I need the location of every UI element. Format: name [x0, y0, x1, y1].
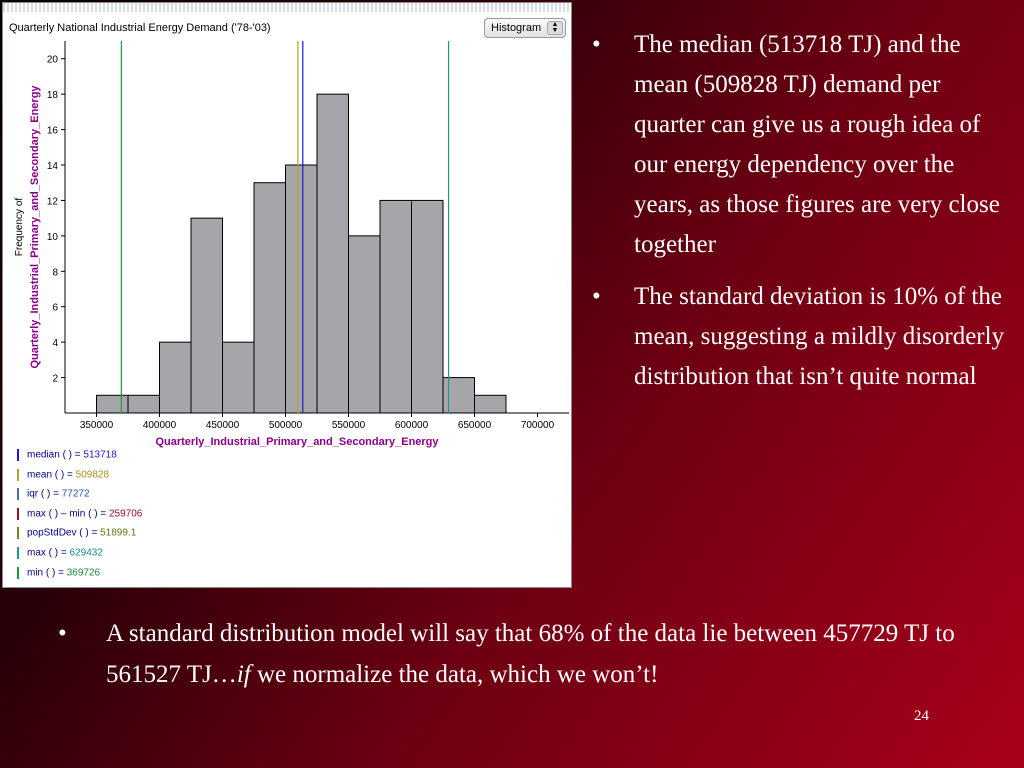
- histogram-bar: [349, 236, 381, 413]
- histogram-panel: [2, 2, 572, 588]
- bullet-marker: •: [58, 620, 67, 647]
- legend-label: median ( ): [27, 449, 73, 461]
- x-axis-label: Quarterly_Industrial_Primary_and_Secondary_Energy: [155, 436, 439, 448]
- legend-row: [17, 449, 117, 463]
- legend-label: max ( ) – min ( ): [27, 508, 98, 520]
- chart-title: Quarterly National Industrial Energy Demand ('78-'03): [9, 22, 271, 34]
- legend-value: 369726: [66, 567, 101, 579]
- page-number: 24: [914, 708, 929, 724]
- legend-row: [17, 469, 109, 483]
- histogram-bar: [160, 342, 192, 413]
- legend-value: 51899.1: [100, 528, 137, 540]
- x-tick-label: 400000: [142, 420, 177, 431]
- legend-row: [17, 547, 103, 561]
- bullet-std-dev: [588, 277, 1008, 397]
- legend-color-marker: [17, 547, 19, 559]
- histogram-bar: [223, 342, 255, 413]
- legend-equals: =: [50, 488, 62, 500]
- y-tick-label: 10: [46, 231, 58, 243]
- bullet-marker: •: [592, 31, 601, 58]
- legend-label: min ( ): [27, 567, 56, 579]
- y-tick-label: 2: [52, 373, 58, 385]
- x-tick-label: 550000: [331, 420, 366, 431]
- legend-row: [17, 488, 90, 502]
- legend-color-marker: [17, 527, 19, 539]
- bullet-text: The standard deviation is 10% of the mean, suggesting a mildly disorderly distribution that isn’t quite normal: [634, 283, 1005, 390]
- legend-equals: =: [88, 528, 101, 540]
- legend-value: 259706: [108, 508, 143, 520]
- legend-color-marker: [17, 567, 19, 579]
- histogram-bar: [191, 218, 223, 413]
- chevron-updown-icon: ▲ ▼: [547, 21, 563, 35]
- bullet-marker: •: [592, 283, 601, 310]
- x-tick-label: 450000: [205, 420, 240, 431]
- legend-equals: =: [97, 508, 109, 520]
- y-tick-label: 20: [46, 54, 58, 66]
- histogram-chart: [3, 3, 571, 453]
- bullet-text-part: A standard distribution model will say that 68% of the data lie between 457729 TJ to 561527 TJ…: [106, 620, 955, 688]
- right-bullet-list: [588, 25, 1008, 409]
- bullet-text: [106, 613, 966, 695]
- legend-color-marker: [17, 488, 19, 500]
- legend-row: [17, 508, 142, 522]
- y-tick-label: 12: [46, 196, 58, 208]
- histogram-bar: [128, 395, 160, 413]
- y-tick-label: 18: [46, 90, 58, 102]
- bullet-text-part: we normalize the data, which we won’t!: [250, 661, 659, 688]
- y-tick-label: 4: [52, 338, 58, 350]
- legend-equals: =: [64, 469, 76, 481]
- bullet-text: The median (513718 TJ) and the mean (509828 TJ) demand per quarter can give us a rough idea of our energy dependency over the years, as those figures are very close together: [634, 31, 1000, 258]
- legend-row: [17, 527, 136, 541]
- histogram-bar: [317, 94, 349, 413]
- legend-value: 77272: [61, 488, 90, 500]
- histogram-bar: [475, 395, 507, 413]
- histogram-bar: [286, 165, 318, 413]
- legend-label: max ( ): [27, 547, 59, 559]
- legend-value: 509828: [75, 469, 110, 481]
- legend-color-marker: [17, 508, 19, 520]
- y-tick-label: 16: [46, 125, 58, 137]
- x-tick-label: 350000: [79, 420, 114, 431]
- y-tick-label: 8: [52, 267, 58, 279]
- legend-value: 629432: [69, 547, 103, 559]
- y-tick-label: 14: [46, 161, 58, 172]
- x-tick-label: 650000: [457, 420, 492, 431]
- y-tick-label: 6: [52, 302, 58, 314]
- bullet-text-italic: if: [236, 661, 251, 688]
- histogram-bar: [380, 200, 412, 413]
- x-tick-label: 500000: [268, 420, 303, 431]
- histogram-bar: [443, 378, 475, 413]
- histogram-bar: [412, 200, 444, 413]
- bullet-median-mean: [588, 25, 1008, 265]
- legend-label: mean ( ): [27, 469, 65, 481]
- histogram-bar: [97, 395, 129, 413]
- legend-value: 513718: [83, 449, 117, 461]
- y-axis-label-variable: Quarterly_Industrial_Primary_and_Secondary_Energy: [29, 85, 41, 369]
- legend-color-marker: [17, 449, 19, 461]
- legend-equals: =: [55, 567, 67, 579]
- legend-equals: =: [72, 449, 84, 461]
- legend-row: [17, 567, 100, 581]
- legend-label: popStdDev ( ): [27, 528, 89, 540]
- legend-equals: =: [58, 547, 70, 559]
- x-tick-label: 700000: [520, 420, 555, 431]
- chart-type-select-value: Histogram: [491, 22, 542, 34]
- x-tick-label: 600000: [394, 420, 429, 431]
- y-axis-label-prefix: Frequency of: [14, 197, 25, 257]
- legend-label: iqr ( ): [27, 488, 51, 500]
- legend-color-marker: [17, 469, 19, 481]
- histogram-bar: [254, 183, 286, 413]
